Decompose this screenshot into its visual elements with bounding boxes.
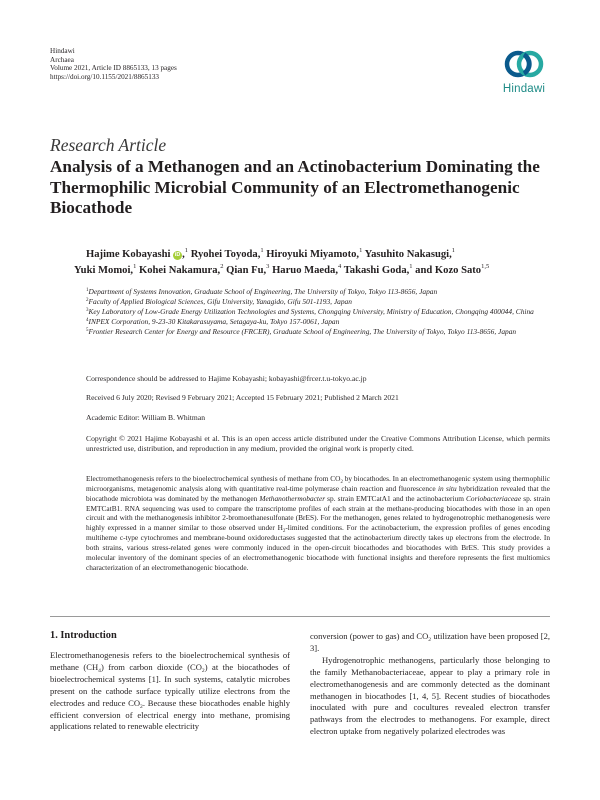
hindawi-logo-icon: [503, 46, 545, 82]
author[interactable]: Yasuhito Nakasugi,$^1$: [364, 247, 455, 260]
affiliation: $^2$Faculty of Applied Biological Sciences, Gifu University, Yanagido, Gifu 501-1193, Japan: [86, 297, 352, 307]
abstract: Electromethanogenesis refers to the bioelectrochemical synthesis of methane from $CO_2$ by biocathodes. In an electromethanogenic system using thermophilic microorganisms, metagenomic analysis along with quantitative real-time polymerase chain reaction and fluorescence in situ hybridization revealed that the biocathode microbiota was dominated by the methanogen Methanothermobacter sp. strain EMTCatA1 and the actinobacterium Coriobacteriaceae sp. strain EMTCatB1. RNA sequencing was used to compare the transcriptome profiles of each strain at the methane-producing biocathodes with those in an open circuit and with the methanogenesis inhibitor 2-bromoethanesulfonate (BrES). For the methanogen, genes related to hydrogenotrophic methanogenesis were highly expressed in a manner similar to those observed under $H_2$-limited conditions. For the actinobacterium, the expression profiles of genes encoding multiheme c-type cytochromes and membrane-bound oxidoreductases suggested that the actinobacterium directly takes up electrons from the electrode. In both strains, various stress-related genes were commonly induced in the open-circuit biocathodes and biocathodes with BrES. This study provides a molecular inventory of the dominant species of an electromethanogenic biocathode with functional insights and therefore represents the first multiomics characterization of an electromethanogenic biocathode.: [86, 474, 551, 572]
author[interactable]: Yuki Momoi,$^1$: [74, 263, 137, 276]
author[interactable]: Ryohei Toyoda,$^1$: [190, 247, 264, 260]
body-column-left: [50, 650, 290, 733]
body-column-right: [310, 631, 550, 738]
body-paragraph: conversion (power to gas) and $CO_2$ utilization have been proposed [2, 3].: [310, 631, 550, 653]
section-heading: 1. Introduction: [50, 630, 117, 641]
publisher-name: Hindawi: [50, 47, 75, 55]
doi-link[interactable]: https://doi.org/10.1155/2021/8865133: [50, 72, 160, 81]
hindawi-logo: [496, 46, 552, 106]
author[interactable]: and Kozo Sato$^{1,5}$: [415, 263, 490, 276]
author[interactable]: Haruo Maeda,$^4$: [272, 263, 342, 276]
affiliation: $^1$Department of Systems Innovation, Graduate School of Engineering, The University of Tokyo, Tokyo 113-8656, Japan: [86, 287, 438, 296]
journal-name: Archaea: [50, 55, 74, 64]
section-divider: [50, 616, 550, 617]
author[interactable]: Hajime Kobayashi iD ,$^1$: [86, 247, 189, 260]
body-paragraph: Electromethanogenesis refers to the bioelectrochemical synthesis of methane $(CH_4)$ from carbon dioxide $(CO_2)$ at the biocathodes of bioelectrochemical systems [1]. In such systems, catalytic microbes present on the cathode surface typically utilize electrons from the electrodes and reduce $CO_2$. Because these biocathodes enable highly efficient conversion of electrical energy into methane, promising applications related to renewable electricity: [50, 650, 291, 732]
orcid-icon[interactable]: iD: [174, 252, 181, 258]
affiliation: $^3$Key Laboratory of Low-Grade Energy Utilization Technologies and Systems, Chongqing University, Ministry of Education, Chongqing 400044, China: [86, 307, 534, 317]
affiliation: $^5$Frontier Research Center for Energy and Resource (FRCER), Graduate School of Engineering, The University of Tokyo, Tokyo 113-8656, Japan: [86, 327, 517, 337]
author[interactable]: Qian Fu,$^3$: [226, 263, 270, 276]
copyright-notice: Copyright © 2021 Hajime Kobayashi et al. This is an open access article distributed under the Creative Commons Attribution License, which permits unrestricted use, distribution, and reproduction in any medium, provided the original work is properly cited.: [86, 434, 550, 454]
academic-editor: Academic Editor: William B. Whitman: [86, 413, 205, 422]
author[interactable]: Hiroyuki Miyamoto,$^1$: [266, 247, 363, 260]
author[interactable]: Takashi Goda,$^1$: [343, 263, 413, 276]
article-title: Analysis of a Methanogen and an Actinobacterium Dominating the Thermophilic Microbial Community of an Electromethanogenic Biocathode: [50, 157, 540, 217]
logo-wordmark: Hindawi: [502, 83, 546, 95]
article-type: Research Article: [50, 135, 167, 155]
author-list: [74, 247, 556, 279]
body-paragraph: Hydrogenotrophic methanogens, particularly those belonging to the family Methanobacteriaceae, appear to play a primary role in electromethanogenesis and are commonly detected as the dominant methanogen in biocathodes [1, 4, 5]. Recent studies of biocathodes inoculated with pure and cocultures revealed electron transfer pathways from the electrodes to methanogens. For example, direct electron uptake from negatively polarized electrodes was: [310, 654, 550, 737]
journal-meta: [50, 47, 177, 81]
publication-dates: Received 6 July 2020; Revised 9 February 2021; Accepted 15 February 2021; Published 2 March 2021: [86, 393, 399, 402]
correspondence[interactable]: Correspondence should be addressed to Hajime Kobayashi; kobayashi@frcer.t.u-tokyo.ac.jp: [86, 374, 367, 383]
volume-info: Volume 2021, Article ID 8865133, 13 pages: [50, 64, 177, 73]
author[interactable]: Kohei Nakamura,$^2$: [138, 263, 224, 276]
affiliation: $^4$INPEX Corporation, 9-23-30 Kitakarasuyama, Setagaya-ku, Tokyo 157-0061, Japan: [86, 317, 340, 327]
affiliations: [86, 287, 546, 337]
